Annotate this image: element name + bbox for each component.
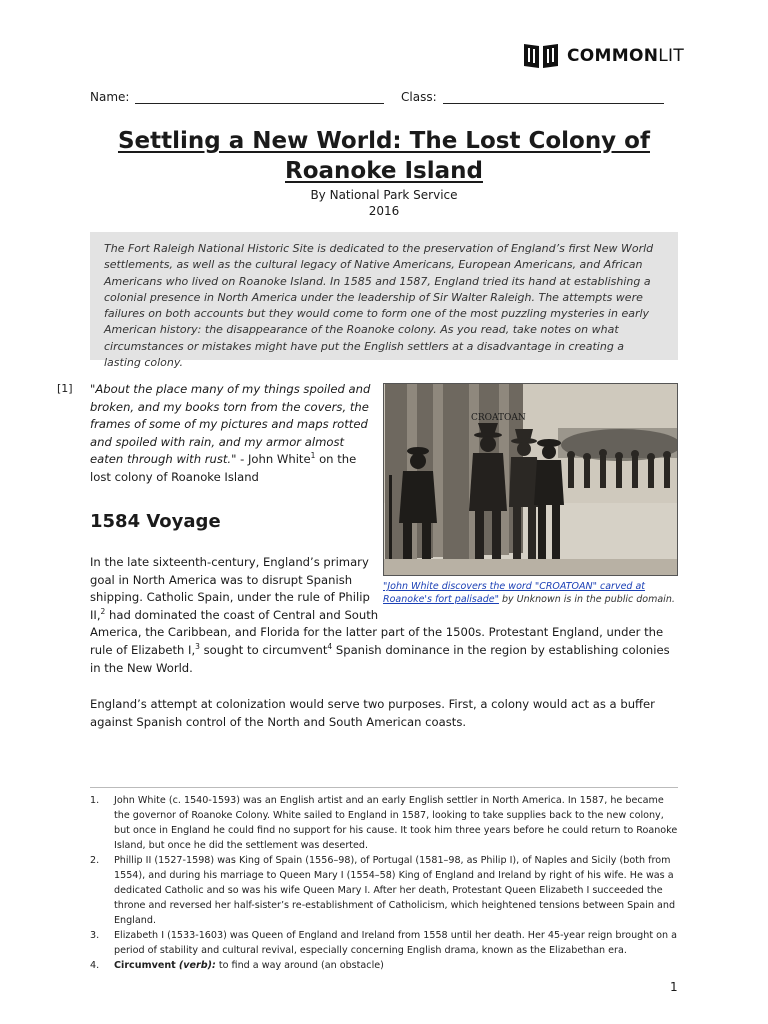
class-row	[401, 90, 664, 104]
footnote-divider	[90, 787, 678, 788]
para2-line: goal in North America was to disrupt Spanish	[90, 572, 353, 587]
paragraph-2	[90, 554, 678, 677]
open-book-icon	[522, 42, 560, 70]
footnote-ref-1[interactable]: 1	[310, 451, 316, 461]
caption-link[interactable]: "John White discovers the word "CROATOAN" carved at Roanoke's fort palisade"	[383, 581, 646, 605]
footnote-ref-4[interactable]: 4	[327, 642, 333, 652]
name-label: Name:	[90, 90, 130, 104]
para2-text: Spanish dominance in the region by establishing colonies in the New World.	[90, 642, 670, 675]
commonlit-logo	[522, 42, 684, 70]
para2-line: shipping. Catholic Spain, under the rule of Philip	[90, 590, 370, 605]
para2-text: sought to circumvent	[199, 642, 328, 657]
croatoan-illustration	[383, 383, 678, 576]
footnote-text: John White (c. 1540-1593) was an English artist and an early English settler in North America. In 1587, he became the governor of Roanoke Colony. White sailed to England in 1587, looking to take supplies back to the new colony, but once in England he could find no support for his cause. It took him three years before he could return to Roanoke Island, but once he did the settlement was deserted.	[114, 795, 678, 851]
byline	[90, 187, 678, 219]
intro-box: The Fort Raleigh National Historic Site is dedicated to the preservation of England’s first New World settlements, as well as the cultural legacy of Native Americans, European Americans, and African Americans who lived on Roanoke Island. In 1585 and 1587, England tried its hand at establishing a colonial presence in North America under the leadership of Sir Walter Raleigh. The attempts were failures on both accounts but they would come to form one of the most puzzling mysteries in early American history: the disappearance of the Roanoke colony. As you read, take notes on what circumstances or mistakes might have put the English settlers at a disadvantage in creating a lasting colony.	[90, 232, 678, 360]
para2-line: In the late sixteenth-century, England’s primary	[90, 555, 369, 569]
vocab-term: Circumvent	[114, 960, 176, 971]
name-field[interactable]	[135, 91, 384, 104]
year: 2016	[368, 204, 400, 218]
footnote-text: Phillip II (1527-1598) was King of Spain (1556–98), of Portugal (1581–98, as Philip I), of Naples and Sicily (both from 1554), and during his marriage to Queen Mary I (1554–58) King of England and Ireland by right of his wife. He was a dedicated Catholic and so was his wife Queen Mary I. After her death, Protestant Queen Elizabeth I succeeded the throne and reversed her half-sister’s re-establishment of Catholicism, which heightened tensions between Spain and England.	[114, 855, 676, 926]
carved-word: CROATOAN	[471, 413, 526, 423]
quote-text: "About the place many of my things spoiled and broken, and my books torn from the covers, the frames of some of my pictures and maps rotted and spoiled with rain, and my armor almost eaten through with rust."	[90, 382, 371, 467]
footnote-ref-2[interactable]: 2	[100, 606, 106, 616]
footnote-number: 2.	[90, 855, 100, 866]
logo-text: COMMONLIT	[567, 46, 685, 66]
definition: to find a way around (an obstacle)	[215, 960, 384, 971]
author: By National Park Service	[310, 188, 458, 202]
opening-quote	[90, 381, 380, 487]
paragraph-number: [1]	[57, 382, 73, 395]
footnote-item	[90, 958, 678, 973]
footnote-text	[114, 958, 678, 973]
footnote-item	[90, 853, 678, 928]
part-of-speech: (verb):	[178, 960, 216, 971]
footnotes	[90, 793, 678, 973]
footnote-number: 1.	[90, 795, 100, 806]
paragraph-3: England’s attempt at colonization would serve two purposes. First, a colony would act as a buffer against Spanish control of the North and South American coasts.	[90, 697, 655, 729]
caption-credit: by Unknown is in the public domain.	[498, 594, 675, 605]
footnote-text: Elizabeth I (1533-1603) was Queen of England and Ireland from 1558 until her death. Her 45-year reign brought on a period of stability and cultural revival, especially concerning English drama, known as the Elizabethan era.	[114, 930, 678, 956]
para2-text: America, the Caribbean, and Florida for the latter part of the 1500s. Protestant England, under the rule of Elizabeth I,	[90, 625, 664, 657]
page-number: 1	[670, 980, 678, 994]
quote-attribution-rest: on the lost colony of Roanoke Island	[90, 452, 357, 484]
para2-line: II,$^2$ had dominated the coast of Central and South	[90, 606, 379, 622]
name-row	[90, 90, 384, 104]
footnote-item	[90, 928, 678, 958]
class-field[interactable]	[443, 91, 664, 104]
quote-attribution: - John White	[236, 452, 311, 467]
page-title: Settling a New World: The Lost Colony of Roanoke Island	[117, 128, 650, 184]
section-heading: 1584 Voyage	[90, 511, 221, 532]
class-label: Class:	[401, 90, 437, 104]
footnote-number: 4.	[90, 960, 100, 971]
footnote-ref-3[interactable]: 3	[195, 642, 200, 652]
footnote-item	[90, 793, 678, 853]
footnote-number: 3.	[90, 930, 100, 941]
